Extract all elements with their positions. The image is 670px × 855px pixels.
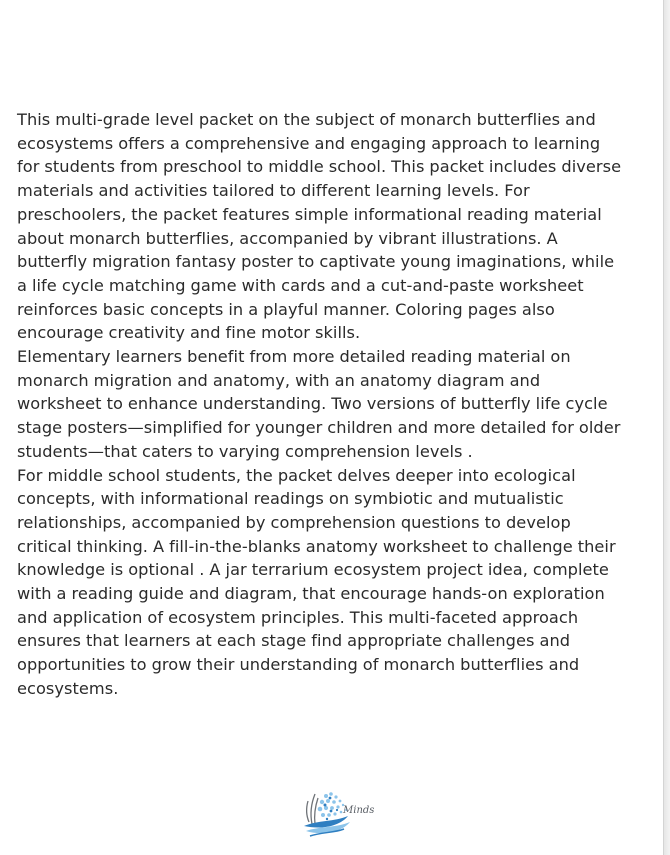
paragraph-line: critical thinking. A fill-in-the-blanks anatomy worksheet to challenge their (17, 536, 616, 556)
paragraph-line: for students from preschool to middle school. This packet includes diverse (17, 157, 622, 177)
paragraph-line: about monarch butterflies, accompanied by vibrant illustrations. A (17, 228, 558, 248)
paragraph-line: stage posters—simplified for younger children and more detailed for older (17, 418, 621, 438)
paragraph-line: This multi-grade level packet on the subject of monarch butterflies and (17, 110, 596, 129)
paragraph-line: opportunities to grow their understanding of monarch butterflies and (17, 655, 580, 675)
paragraph-line: encourage creativity and fine motor skills. (17, 323, 361, 343)
paragraph-line: and application of ecosystem principles. This multi-faceted approach (17, 607, 579, 627)
page-edge-shade (664, 0, 670, 855)
paragraph-line: concepts, with informational readings on symbiotic and mutualistic (17, 489, 564, 509)
paragraph-line: For middle school students, the packet delves deeper into ecological (17, 465, 576, 485)
paragraph-line: ecosystems offers a comprehensive and engaging approach to learning (17, 133, 601, 153)
paragraph-line: butterfly migration fantasy poster to captivate young imaginations, while (17, 252, 615, 272)
paragraph-line: a life cycle matching game with cards and a cut-and-paste worksheet (17, 275, 584, 295)
butterfly-wing-logo-icon (296, 786, 376, 842)
paragraph-line: knowledge is optional . A jar terrarium ecosystem project idea, complete (17, 560, 609, 580)
paragraph-line: preschoolers, the packet features simple informational reading material (17, 204, 602, 224)
paragraph-line: monarch migration and anatomy, with an anatomy diagram and (17, 370, 541, 390)
paragraph-line: ecosystems. (17, 678, 119, 698)
paragraph-line: worksheet to enhance understanding. Two versions of butterfly life cycle (17, 394, 608, 414)
paragraph-line: Elementary learners benefit from more detailed reading material on (17, 347, 571, 367)
logo-script-text: Minds (343, 805, 375, 816)
paragraph-line: reinforces basic concepts in a playful manner. Coloring pages also (17, 299, 555, 319)
paragraph-line: relationships, accompanied by comprehension questions to develop (17, 512, 571, 532)
paragraph-line: ensures that learners at each stage find appropriate challenges and (17, 631, 571, 651)
description-text (17, 108, 667, 701)
paragraph-line: students—that caters to varying comprehension levels . (17, 441, 473, 461)
paragraph-line: with a reading guide and diagram, that encourage hands-on exploration (17, 584, 605, 604)
paragraph-line: materials and activities tailored to different learning levels. For (17, 181, 530, 201)
brand-logo (296, 786, 376, 842)
